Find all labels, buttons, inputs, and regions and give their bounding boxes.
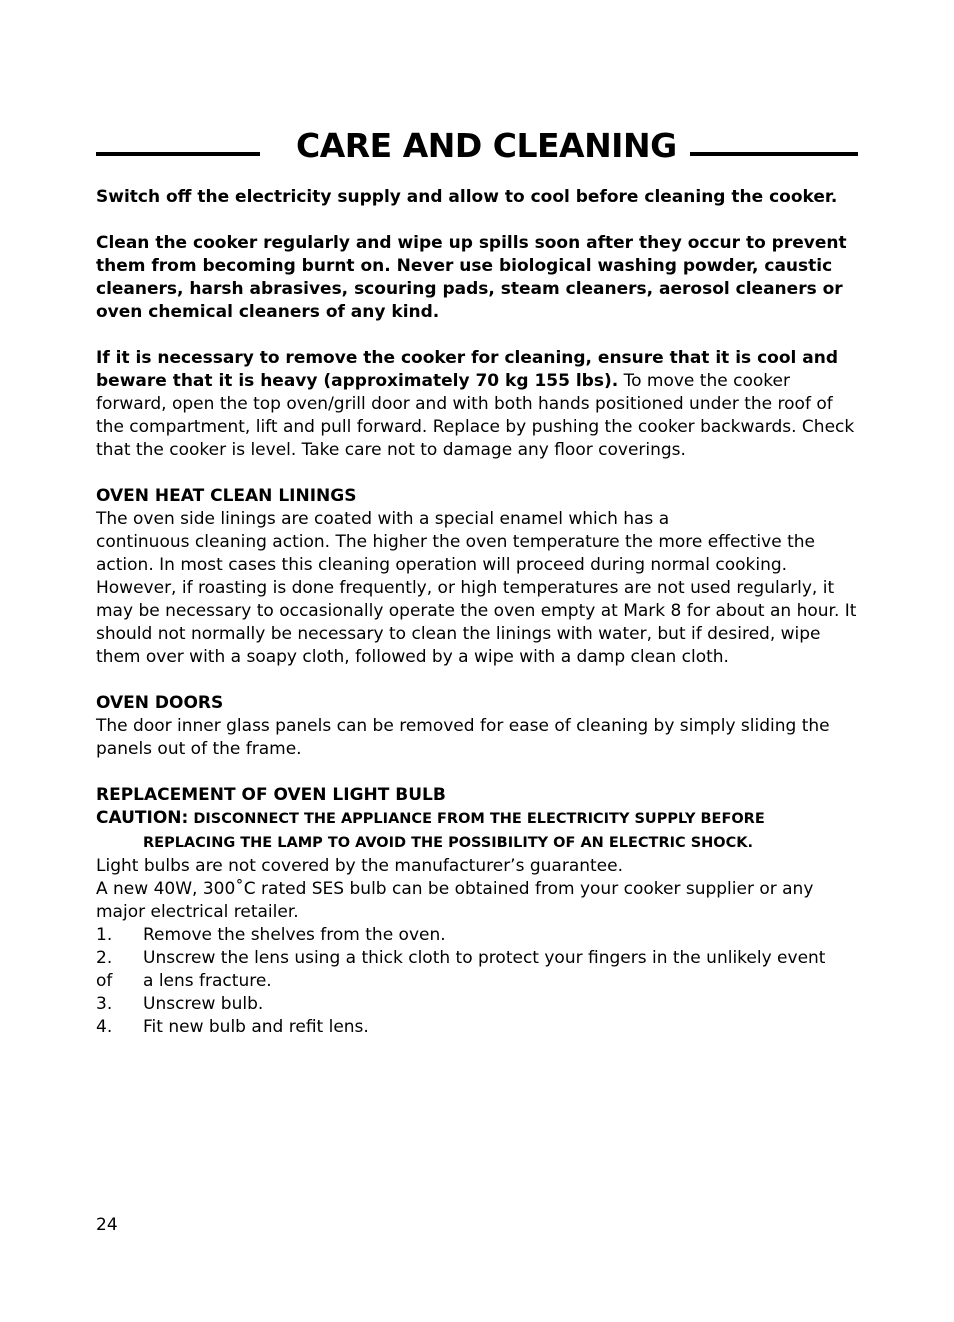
caution-text-2: REPLACING THE LAMP TO AVOID THE POSSIBILITY OF AN ELECTRIC SHOCK.: [143, 835, 753, 851]
list-item: [96, 947, 860, 970]
list-item-number: 4.: [96, 1017, 113, 1037]
page-title: CARE AND CLEANING: [296, 126, 677, 165]
list-item-text: Unscrew the lens using a thick cloth to protect your fingers in the unlikely event: [143, 948, 826, 968]
linings-text: continuous cleaning action. The higher the oven temperature the more effective the action. In most cases this cleaning operation will proceed during normal cooking. However, if roasting is done frequently, or high temperatures are not used regularly, it may be necessary to occasionally operate the oven empty at Mark 8 for about an hour. It should not normally be necessary to clean the linings with water, but if desired, wipe them over with a soapy cloth, followed by a wipe with a damp clean cloth.: [96, 532, 857, 667]
title-rule-left: [96, 152, 260, 156]
page-number: 24: [96, 1215, 118, 1235]
intro-remove-cooker-bold: If it is necessary to remove the cooker for cleaning, ensure that it is cool and beware that it is heavy (approximately 70 kg 155 lbs).: [96, 348, 839, 391]
list-item: [96, 1016, 860, 1039]
list-item-number: 1.: [96, 925, 113, 945]
list-item: [96, 993, 860, 1016]
list-item-text: a lens fracture.: [143, 971, 272, 991]
bulb-heading: REPLACEMENT OF OVEN LIGHT BULB: [96, 785, 446, 805]
content: [96, 186, 860, 1039]
intro-remove-cooker: [96, 347, 860, 462]
caution-line-1: [96, 807, 860, 831]
list-item: [96, 970, 860, 993]
list-item-text: Fit new bulb and refit lens.: [143, 1017, 369, 1037]
list-item: [96, 924, 860, 947]
doors-text: The door inner glass panels can be removed for ease of cleaning by simply sliding the panels out of the frame.: [96, 716, 830, 759]
list-item-number: of: [96, 971, 113, 991]
caution-text-1: DISCONNECT THE APPLIANCE FROM THE ELECTRICITY SUPPLY BEFORE: [188, 811, 765, 827]
title-rule-right: [690, 152, 858, 156]
doors-heading: OVEN DOORS: [96, 693, 224, 713]
list-item-text: Unscrew bulb.: [143, 994, 264, 1014]
list-item-number: 2.: [96, 948, 113, 968]
bulb-note-supplier: A new 40W, 300˚C rated SES bulb can be obtained from your cooker supplier or any major electrical retailer.: [96, 879, 814, 922]
linings-line1: The oven side linings are coated with a special enamel which has a: [96, 509, 670, 529]
caution-label: CAUTION:: [96, 808, 189, 828]
caution-line-2: [96, 831, 860, 855]
list-item-text: Remove the shelves from the oven.: [143, 925, 446, 945]
linings-heading: OVEN HEAT CLEAN LININGS: [96, 486, 357, 506]
intro-clean-regularly: Clean the cooker regularly and wipe up spills soon after they occur to prevent them from becoming burnt on. Never use biological washing powder, caustic cleaners, harsh abrasives, scouring pads, steam cleaners, aerosol cleaners or oven chemical cleaners of any kind.: [96, 233, 847, 322]
list-item-number: 3.: [96, 994, 113, 1014]
intro-remove-cooker-rest: To move the cooker forward, open the top oven/grill door and with both hands positioned under the roof of the compartment, lift and pull forward. Replace by pushing the cooker backwards. Check that the cooker is level. Take care not to damage any floor coverings.: [96, 371, 855, 460]
title-row: [96, 124, 860, 170]
bulb-note-guarantee: Light bulbs are not covered by the manufacturer’s guarantee.: [96, 856, 623, 876]
intro-switch-off: Switch off the electricity supply and allow to cool before cleaning the cooker.: [96, 187, 838, 207]
